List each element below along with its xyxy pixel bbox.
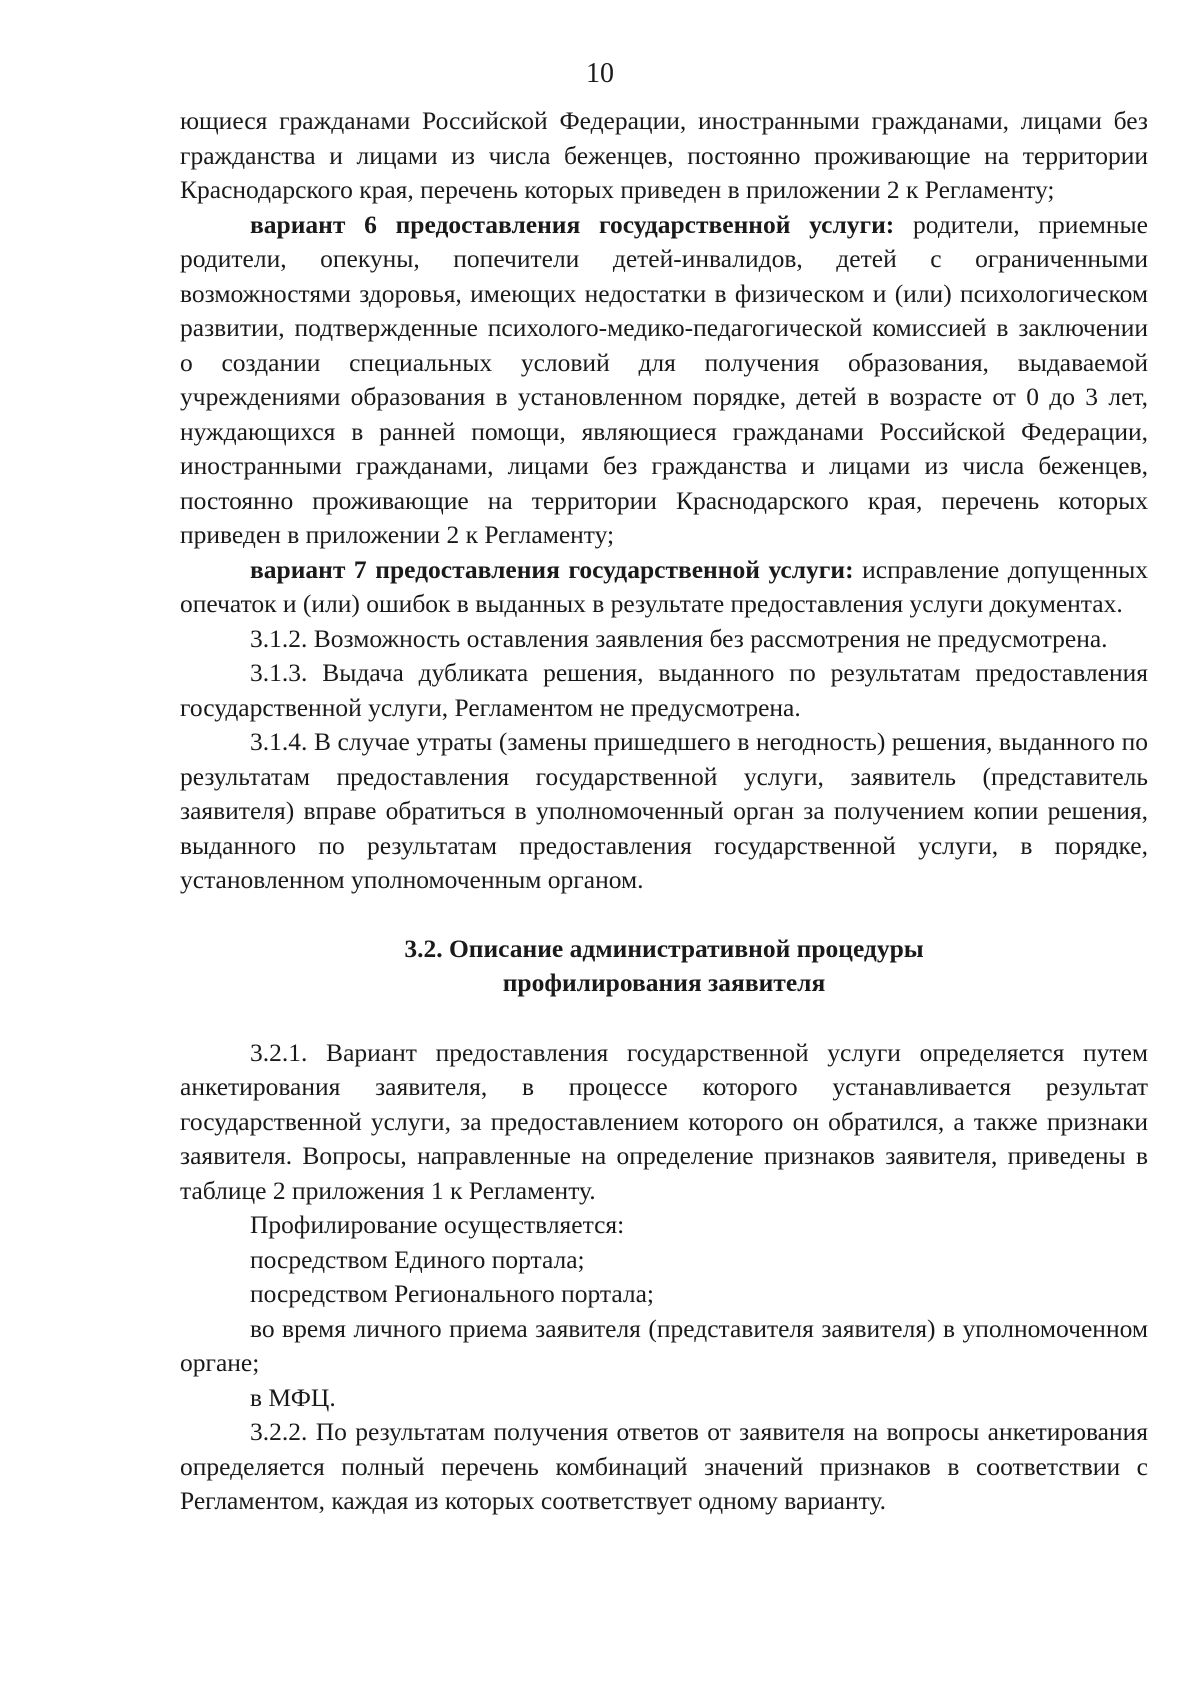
paragraph-3-2-1: 3.2.1. Вариант предоставления государственной услуги определяется путем анкетирования заявителя, в процессе которого устанавливается результат государственной услуги, за предоставлением которого он обратился, а также признаки заявителя. Вопросы, направленные на определение признаков заявителя, приведены в таблице 2 приложения 1 к Регламенту.	[180, 1037, 1148, 1205]
paragraph-variant-7	[180, 553, 1148, 622]
section-heading	[180, 932, 1148, 1000]
variant-7-label: вариант 7 предоставления государственной услуги:	[250, 554, 854, 584]
profiling-item-mfc: в МФЦ.	[250, 1382, 336, 1412]
paragraph-3-1-4: 3.1.4. В случае утраты (замены пришедшего в негодность) решения, выданного по результатам предоставления государственной услуги, заявитель (представитель заявителя) вправе обратиться в уполномоченный орган за получением копии решения, выданного по результатам предоставления государственной услуги, в порядке, установленном уполномоченным органом.	[180, 727, 1148, 894]
document-body	[180, 104, 1148, 1519]
variant-6-text: родители, приемные родители, опекуны, попечители детей-инвалидов, детей с ограниченными возможностями здоровья, имеющих недостатки в физическом и (или) психологическом развитии, подтвержденные психолого-медико-педагогической комиссией в заключении о создании специальных условий для получения образования, выдаваемой учреждениями образования в установленном порядке, детей в возрасте от 0 до 3 лет, нуждающихся в ранней помощи, являющиеся гражданами Российской Федерации, иностранными гражданами, лицами без гражданства и лицами из числа беженцев, постоянно проживающие на территории Краснодарского края, перечень которых приведен в приложении 2 к Регламенту;	[180, 209, 1148, 549]
paragraph-3-1-2: 3.1.2. Возможность оставления заявления без рассмотрения не предусмотрена.	[250, 623, 1108, 653]
section-heading-line-2: профилирования заявителя	[502, 967, 826, 997]
section-heading-line-1: 3.2. Описание административной процедуры	[404, 933, 924, 963]
profiling-item-regional-portal: посредством Регионального портала;	[250, 1279, 655, 1308]
variant-7-text: исправление допущенных опечаток и (или) ошибок в выданных в результате предоставления услуги документах.	[180, 554, 1148, 618]
paragraph-3-1-3: 3.1.3. Выдача дубликата решения, выданного по результатам предоставления государственной услуги, Регламентом не предусмотрена.	[180, 658, 1148, 722]
variant-6-label: вариант 6 предоставления государственной услуги:	[250, 209, 895, 239]
profiling-item-personal-reception: во время личного приема заявителя (представителя заявителя) в уполномоченном органе;	[180, 1313, 1148, 1377]
paragraph-variant-6	[180, 208, 1148, 553]
page-number: 10	[586, 58, 614, 89]
paragraph-continuation: ющиеся гражданами Российской Федерации, иностранными гражданами, лицами без гражданства и лицами из числа беженцев, постоянно проживающие на территории Краснодарского края, перечень которых приведен в приложении 2 к Регламенту;	[180, 106, 1148, 204]
profiling-intro: Профилирование осуществляется:	[250, 1210, 625, 1239]
profiling-item-unified-portal: посредством Единого портала;	[250, 1244, 585, 1274]
paragraph-3-2-2: 3.2.2. По результатам получения ответов от заявителя на вопросы анкетирования определяется полный перечень комбинаций значений признаков в соответствии с Регламентом, каждая из которых соответствует одному варианту.	[180, 1417, 1148, 1515]
